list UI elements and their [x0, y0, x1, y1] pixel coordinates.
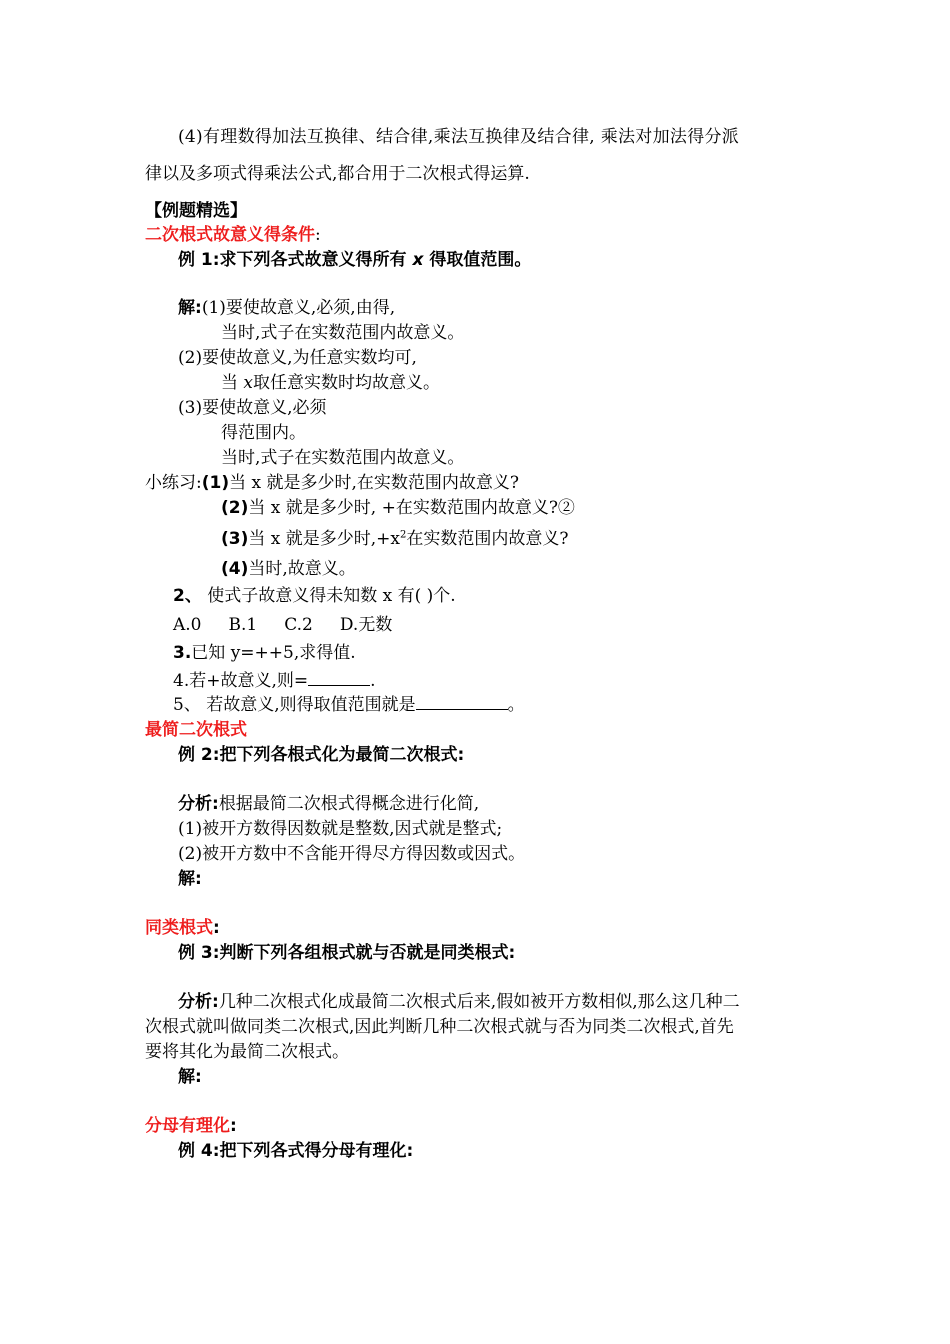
solution1-line7: 当时,式子在实数范围内故意义。 [221, 448, 465, 468]
topic3-title: 同类根式 [145, 918, 213, 938]
practice-p2 [173, 585, 456, 607]
analysis3-line3: 要将其化为最简二次根式。 [145, 1042, 349, 1062]
topic3-heading [145, 917, 220, 939]
analysis2 [178, 793, 479, 815]
solution3-label: 解: [178, 1067, 202, 1087]
analysis2-label: 分析: [178, 794, 219, 814]
practice-q3-pre: 当 x 就是多少时,+x [248, 529, 401, 549]
practice-p5 [173, 694, 525, 716]
topic4-title: 分母有理化 [145, 1116, 230, 1136]
practice-q4-text: 当时,故意义。 [248, 559, 356, 579]
analysis3-line2: 次根式就叫做同类二次根式,因此判断几种二次根式就与否为同类二次根式,首先 [145, 1017, 734, 1037]
practice-q3 [221, 528, 569, 550]
practice-p2-text: 使式子故意义得未知数 x 有( )个. [201, 586, 456, 606]
practice-q2 [221, 497, 575, 519]
practice-p5-post: 。 [507, 695, 525, 715]
practice-q1-num: (1) [201, 473, 230, 493]
analysis3-line1 [178, 991, 740, 1013]
practice-label: 小练习: [145, 473, 202, 493]
topic4-heading [145, 1115, 237, 1137]
topic1-title: 二次根式故意义得条件 [145, 225, 315, 245]
solution1-line3: (2)要使故意义,为任意实数均可, [178, 348, 417, 368]
practice-p4 [173, 670, 376, 692]
solution1-line5: (3)要使故意义,必须 [178, 398, 327, 418]
practice-p5-blank [416, 695, 508, 710]
section-header: 【例题精选】 [145, 201, 247, 221]
solution1-label: 解: [178, 298, 202, 318]
example1-var: x [412, 250, 424, 270]
topic1-heading [145, 224, 321, 246]
practice-p3 [173, 642, 356, 664]
intro-line-2: 律以及多项式得乘法公式,都合用于二次根式得运算. [145, 164, 530, 184]
solution1-line2: 当时,式子在实数范围内故意义。 [221, 323, 465, 343]
example1-tail: 得取值范围。 [429, 250, 532, 270]
practice-q1-text: 当 x 就是多少时,在实数范围内故意义? [229, 473, 520, 493]
practice-q2-text: 当 x 就是多少时, +在实数范围内故意义?② [248, 498, 575, 518]
practice-p4-blank [308, 671, 370, 686]
practice-q3-num: (3) [221, 529, 249, 549]
solution1-line4-post: 取任意实数时均故意义。 [253, 373, 440, 393]
example2: 例 2:把下列各根式化为最简二次根式: [178, 745, 465, 765]
analysis2-item2: (2)被开方数中不含能开得尽方得因数或因式。 [178, 844, 526, 864]
practice-q1 [145, 472, 519, 494]
practice-q3-post: 在实数范围内故意义? [406, 529, 569, 549]
analysis2-text: 根据最简二次根式得概念进行化简, [218, 794, 480, 814]
practice-p3-text: 已知 y=++5,求得值. [191, 643, 356, 663]
practice-q2-num: (2) [221, 498, 249, 518]
example3: 例 3:判断下列各组根式就与否就是同类根式: [178, 943, 516, 963]
analysis2-item1: (1)被开方数得因数就是整数,因式就是整式; [178, 819, 503, 839]
solution1-part1: (1)要使故意义,必须,由得, [201, 298, 396, 318]
topic1-title-suffix: : [315, 225, 321, 245]
solution2-label: 解: [178, 869, 202, 889]
analysis3-label: 分析: [178, 992, 219, 1012]
practice-q4 [221, 558, 356, 580]
solution1-line1 [178, 297, 395, 319]
solution1-line6: 得范围内。 [221, 423, 306, 443]
solution1-line4-var: x [243, 373, 253, 393]
practice-p2-num: 2、 [173, 586, 202, 606]
practice-p4-post: . [370, 671, 376, 691]
topic2-title: 最简二次根式 [145, 720, 247, 740]
practice-p3-num: 3. [173, 643, 192, 663]
example4: 例 4:把下列各式得分母有理化: [178, 1141, 414, 1161]
practice-q3-sup: 2 [400, 529, 407, 541]
practice-q4-num: (4) [221, 559, 249, 579]
solution1-line4 [221, 372, 440, 394]
example1 [178, 249, 531, 271]
example1-text: 例 1:求下列各式故意义得所有 [178, 250, 407, 270]
solution1-line4-pre: 当 [221, 373, 238, 393]
practice-p5-pre: 5、 若故意义,则得取值范围就是 [173, 695, 416, 715]
practice-p4-pre: 4.若+故意义,则= [173, 671, 309, 691]
practice-p2-options: A.0 B.1 C.2 D.无数 [173, 615, 393, 635]
topic4-title-suffix: : [230, 1116, 237, 1136]
topic3-title-suffix: : [213, 918, 220, 938]
intro-line-1: (4)有理数得加法互换律、结合律,乘法互换律及结合律, 乘法对加法得分派 [178, 127, 740, 147]
analysis3-text1: 几种二次根式化成最简二次根式后来,假如被开方数相似,那么这几种二 [218, 992, 740, 1012]
